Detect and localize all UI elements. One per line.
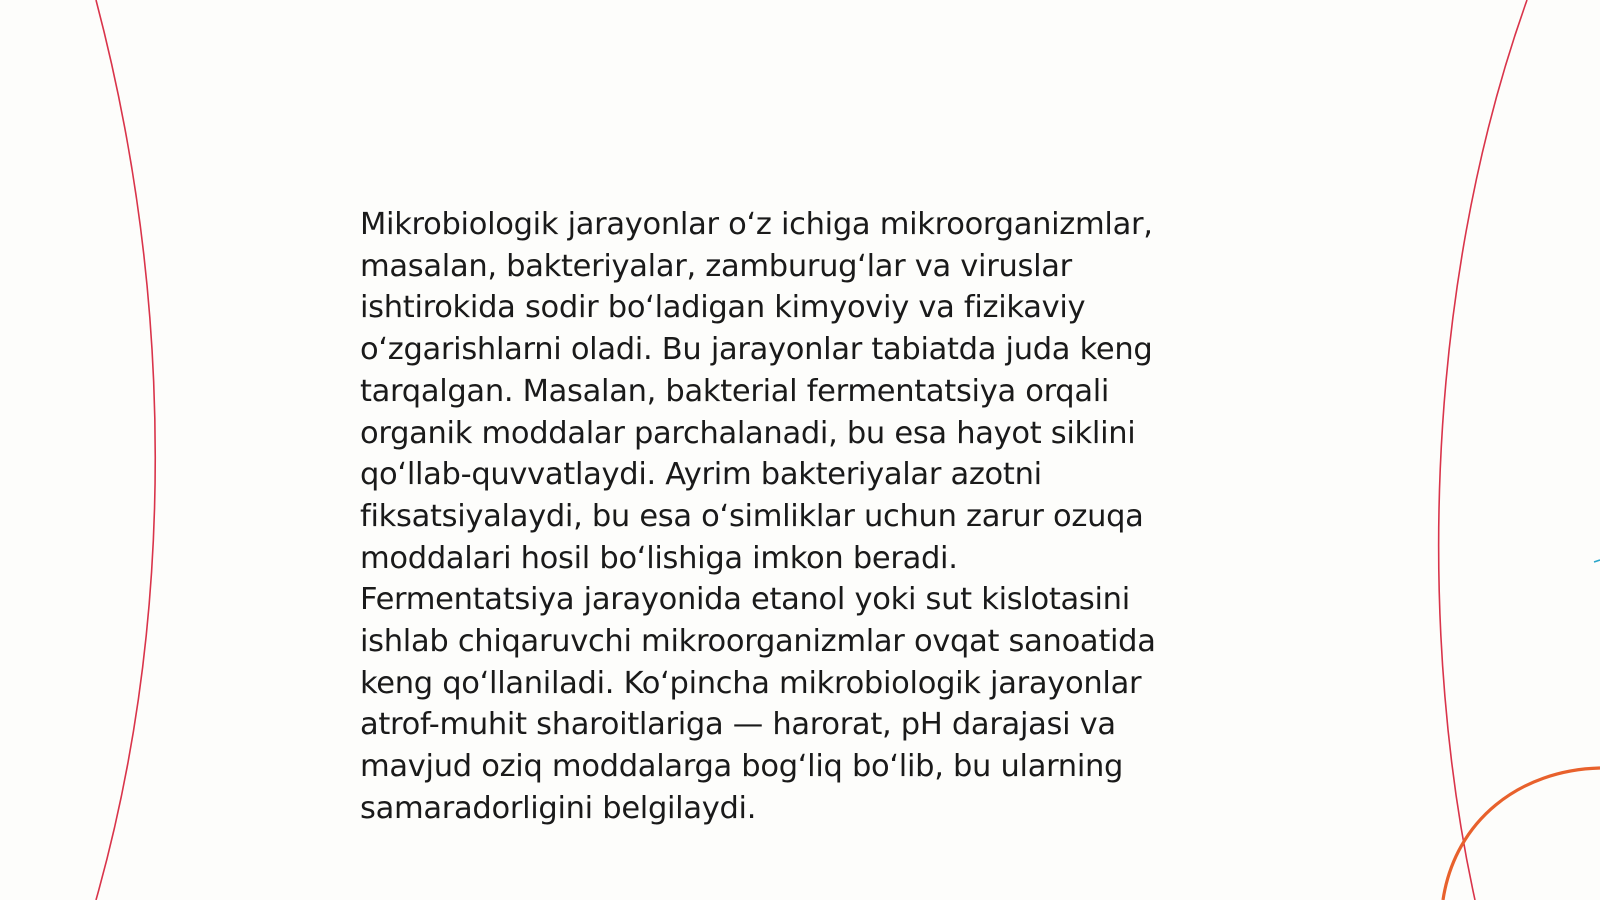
paragraph-line-8: fiksatsiyalaydi, bu esa oʻsimliklar uchun zarur ozuqa bbox=[360, 498, 1144, 534]
paragraph-line-7: qoʻllab-quvvatlaydi. Ayrim bakteriyalar azotni bbox=[360, 457, 1042, 493]
paragraph-line-2: masalan, bakteriyalar, zamburugʻlar va viruslar bbox=[360, 248, 1072, 284]
paragraph-line-4: oʻzgarishlarni oladi. Bu jarayonlar tabiatda juda keng bbox=[360, 332, 1153, 368]
teal-tick bbox=[1594, 560, 1600, 562]
paragraph-line-5: tarqalgan. Masalan, bakterial fermentatsiya orqali bbox=[360, 373, 1110, 409]
paragraph-line-3: ishtirokida sodir boʻladigan kimyoviy va fizikaviy bbox=[360, 290, 1086, 326]
paragraph-line-12: keng qoʻllaniladi. Koʻpincha mikrobiologik jarayonlar bbox=[360, 665, 1142, 701]
paragraph-line-11: ishlab chiqaruvchi mikroorganizmlar ovqat sanoatida bbox=[360, 624, 1156, 660]
paragraph-line-15: samaradorligini belgilaydi. bbox=[360, 790, 757, 826]
left-arc-line bbox=[96, 0, 155, 900]
paragraph-line-6: organik moddalar parchalanadi, bu esa hayot siklini bbox=[360, 415, 1136, 451]
body-paragraph bbox=[360, 204, 1240, 830]
paragraph-line-1: Mikrobiologik jarayonlar oʻz ichiga mikroorganizmlar, bbox=[360, 207, 1153, 242]
paragraph-line-14: mavjud oziq moddalarga bogʻliq boʻlib, bu ularning bbox=[360, 749, 1124, 785]
right-arc-line bbox=[1439, 0, 1527, 900]
paragraph-line-10: Fermentatsiya jarayonida etanol yoki sut kislotasini bbox=[360, 582, 1130, 618]
orange-circle-arc bbox=[1443, 768, 1600, 900]
paragraph-line-13: atrof-muhit sharoitlariga — harorat, pH darajasi va bbox=[360, 707, 1116, 743]
paragraph-line-9: moddalari hosil boʻlishiga imkon beradi. bbox=[360, 540, 958, 576]
